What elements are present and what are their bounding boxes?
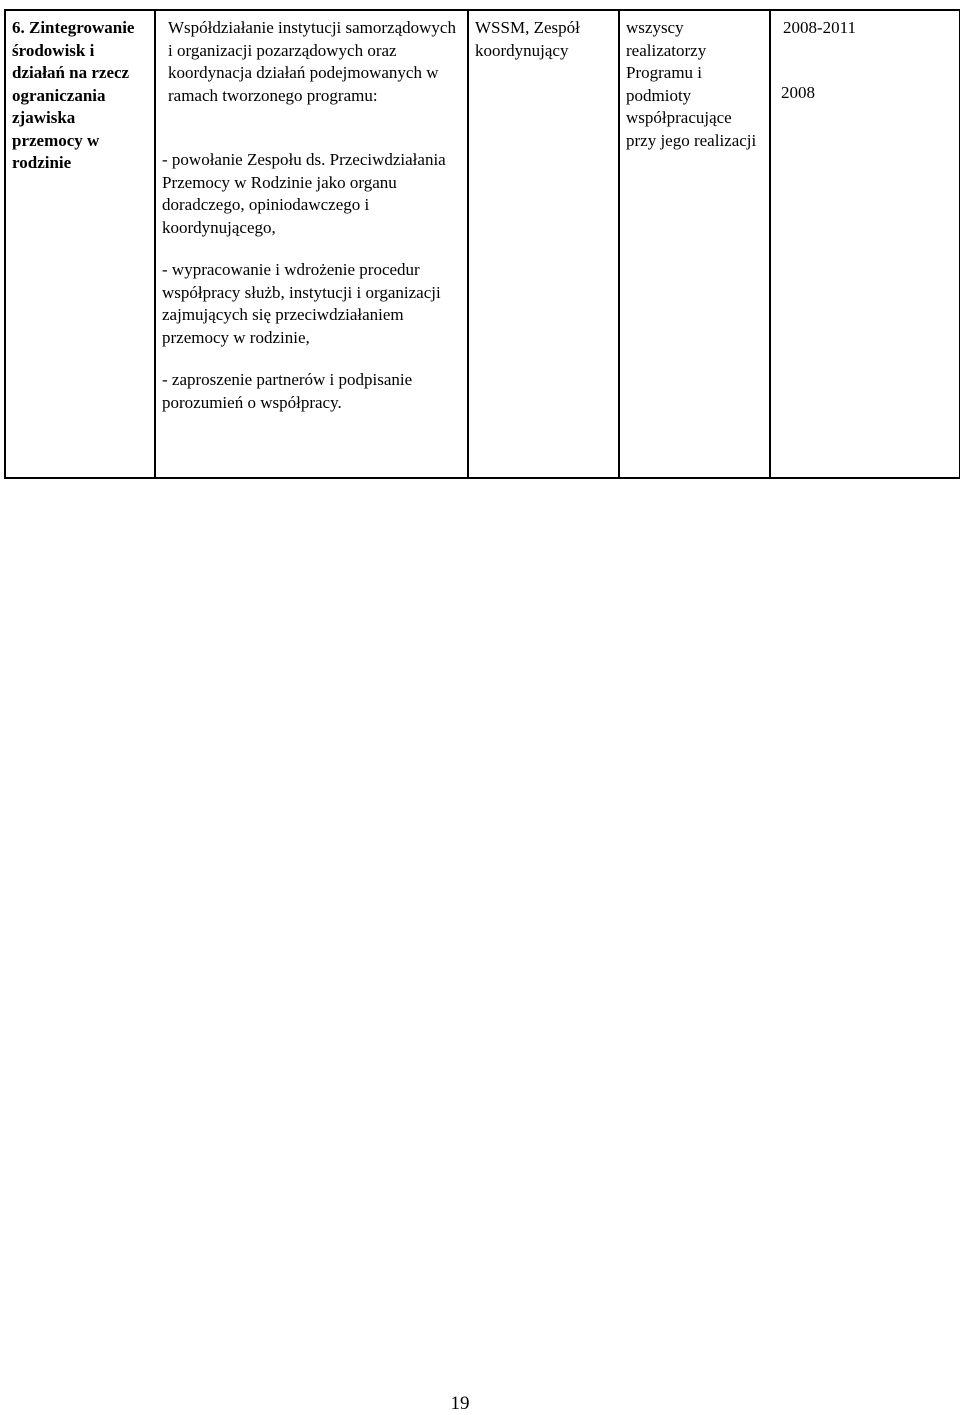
partners-cell	[619, 10, 770, 478]
table-row	[5, 10, 960, 478]
task-item: - zaproszenie partnerów i podpisanie porozumień o współpracy.	[162, 370, 413, 412]
goal-cell	[5, 10, 155, 478]
tasks-cell	[155, 10, 468, 478]
task-item: - wypracowanie i wdrożenie procedur współpracy służb, instytucji i organizacji zajmujących się przeciwdziałaniem przemocy w rodzinie,	[162, 260, 441, 347]
program-table	[4, 9, 960, 479]
term-main: 2008-2011	[783, 18, 857, 37]
page-number: 19	[450, 1393, 470, 1414]
partners-text: wszyscy realizatorzy Programu i podmioty współpracujące przy jego realizacji	[626, 18, 757, 150]
goal-text: 6. Zintegrowanie środowisk i działań na rzecz ograniczania zjawiska przemocy w rodzinie	[12, 18, 135, 172]
term-sub: 2008	[781, 82, 815, 102]
responsible-cell	[468, 10, 619, 478]
tasks-intro: Współdziałanie instytucji samorządowych i organizacji pozarządowych oraz koordynacja działań podejmowanych w ramach tworzonego programu:	[168, 18, 456, 105]
term-cell	[770, 10, 960, 478]
task-item: - powołanie Zespołu ds. Przeciwdziałania Przemocy w Rodzinie jako organu doradczego, opiniodawczego i koordynującego,	[162, 150, 446, 237]
responsible-text: WSSM, Zespół koordynujący	[475, 18, 580, 60]
